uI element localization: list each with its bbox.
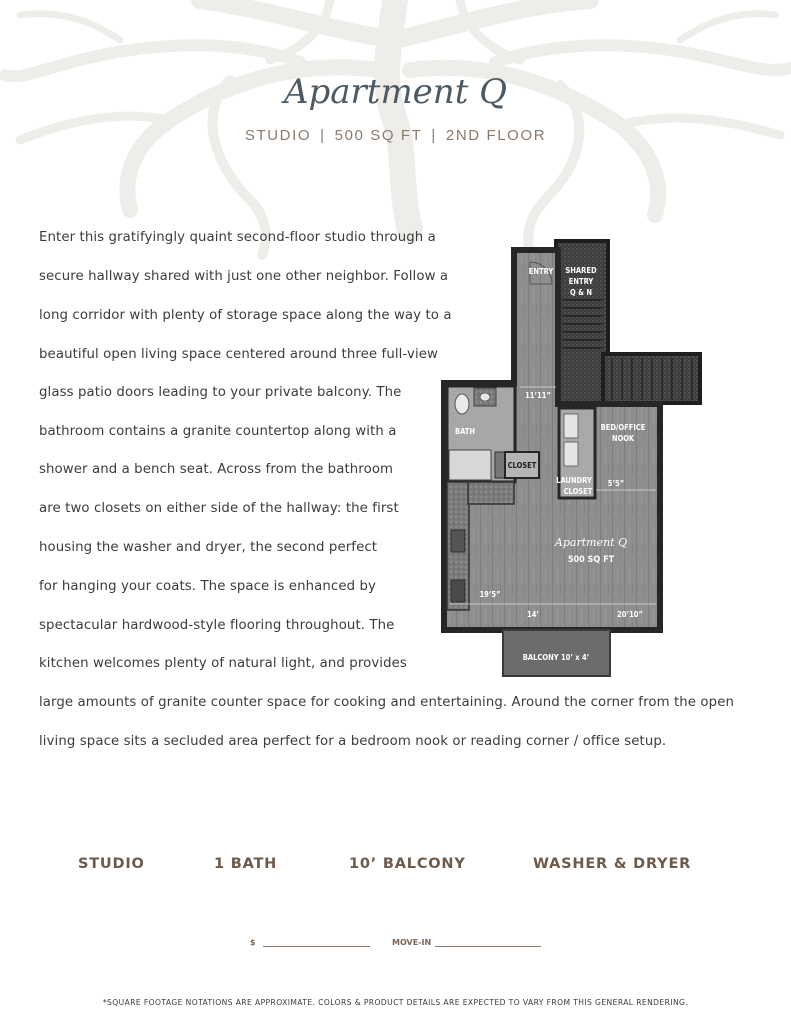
label-living-width: 14’ (527, 610, 539, 619)
summary-type: STUDIO (244, 127, 312, 144)
label-corridor-width: 11’11” (525, 391, 551, 400)
label-laundry: CLOSET (563, 487, 593, 496)
description-line: beautiful open living space centered around three full-view (39, 347, 439, 362)
feature-studio: STUDIO (78, 856, 145, 872)
label-shared-entry: ENTRY (568, 277, 594, 286)
description-line: glass patio doors leading to your private balcony. The (39, 385, 402, 400)
footnote: *SQUARE FOOTAGE NOTATIONS ARE APPROXIMATE. COLORS & PRODUCT DETAILS ARE EXPECTED TO VARY FROM THIS GENERAL RENDERING. (102, 998, 689, 1007)
summary-size: 500 SQ FT (334, 127, 423, 144)
label-apartment-size: 500 SQ FT (567, 555, 615, 565)
label-overall-width: 20’10” (617, 610, 643, 619)
summary-floor: 2ND FLOOR (445, 127, 547, 144)
label-shared-entry: Q & N (570, 288, 592, 297)
description-line: large amounts of granite counter space for cooking and entertaining. Around the corner from the open (39, 695, 734, 710)
feature-washer-dryer: WASHER & DRYER (533, 856, 692, 872)
label-balcony: BALCONY 10’ x 4’ (522, 653, 590, 662)
description-line: are two closets on either side of the hallway: the first (39, 501, 399, 516)
description-line: for hanging your coats. The space is enhanced by (39, 579, 376, 594)
label-shared-entry: SHARED (565, 266, 597, 275)
label-closet: CLOSET (507, 461, 537, 470)
feature-bath: 1 BATH (214, 856, 278, 872)
feature-balcony: 10’ BALCONY (349, 856, 466, 872)
description-line: housing the washer and dryer, the second perfect (39, 540, 378, 555)
description-line: shower and a bench seat. Across from the bathroom (39, 462, 394, 477)
page-title: Apartment Q (283, 72, 508, 112)
separator: | (431, 127, 437, 144)
label-bed-office: NOOK (611, 434, 635, 443)
description-line: kitchen welcomes plenty of natural light, and provides (39, 656, 407, 671)
unit-summary (0, 127, 791, 144)
description-line: long corridor with plenty of storage space along the way to a (39, 308, 452, 323)
movein-line[interactable] (435, 946, 541, 947)
description-line: spectacular hardwood-style flooring throughout. The (39, 618, 395, 633)
description-line: living space sits a secluded area perfect for a bedroom nook or reading corner / office setup. (39, 734, 667, 749)
floor-plan (440, 238, 705, 683)
label-nook-width: 5’5” (607, 479, 625, 488)
label-laundry: LAUNDRY (556, 476, 592, 485)
description-line: Enter this gratifyingly quaint second-floor studio through a (39, 230, 436, 245)
description-line: secure hallway shared with just one other neighbor. Follow a (39, 269, 449, 284)
movein-label: MOVE-IN (392, 938, 432, 947)
label-bath: BATH (454, 427, 476, 436)
separator: | (320, 127, 326, 144)
price-line[interactable] (263, 946, 370, 947)
label-apartment-name: Apartment Q (554, 536, 628, 549)
label-entry: ENTRY (528, 267, 554, 276)
price-label: $ (250, 938, 256, 947)
description-line: bathroom contains a granite countertop along with a (39, 424, 397, 439)
label-living-depth: 19’5” (479, 590, 501, 599)
label-bed-office: BED/OFFICE (600, 423, 646, 432)
